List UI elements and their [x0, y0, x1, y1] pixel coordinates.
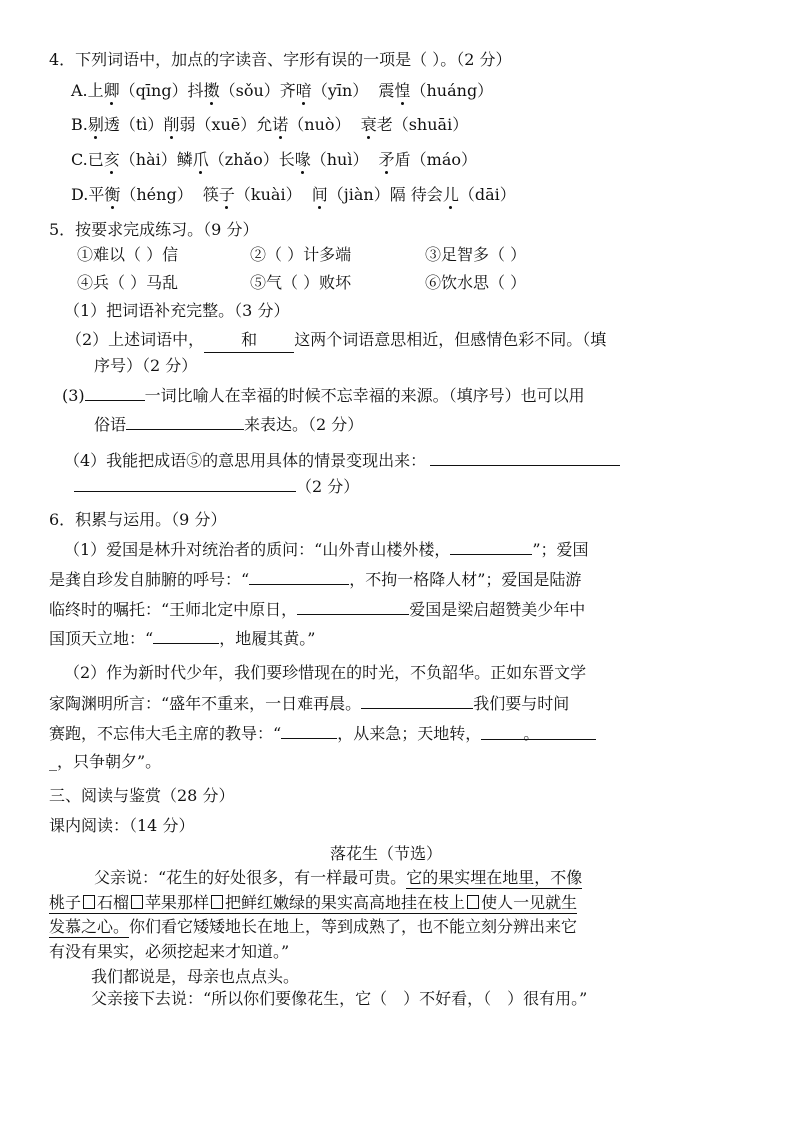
- q4-option-c[interactable]: C.已亥（hài）鳞爪（zhǎo）长喙（huì） 矛盾（máo）: [71, 150, 478, 169]
- q4-option-b[interactable]: B.剔透（tì）削弱（xuē）允诺（nuò） 衰老（shuāi）: [71, 115, 469, 134]
- dotted-char: 剔: [87, 115, 104, 134]
- dotted-char: 诺: [272, 115, 289, 134]
- q6-p1-line2: 是龚自珍发自肺腑的呼号：“ ，不拘一格降人材”；爱国是陆游: [49, 570, 582, 589]
- passage-line-4: 有没有果实，必须挖起来才知道。”: [49, 942, 290, 961]
- passage-line-1: 父亲说：“花生的好处很多，有一样最可贵。它的果实埋在地里，不像: [94, 868, 583, 887]
- passage-title: 落花生（节选）: [330, 844, 443, 863]
- q4-option-a[interactable]: A.上卿（qīng）抖擞（sǒu）齐喑（yīn） 震惶（huáng）: [71, 81, 494, 100]
- answer-blank[interactable]: 和: [204, 329, 294, 353]
- idiom-item: ④兵（ ）马乱: [77, 273, 179, 292]
- q5-sub-2: （2）上述词语中， 和 这两个词语意思相近，但感情色彩不同。（填: [66, 329, 606, 353]
- answer-blank[interactable]: [297, 598, 409, 615]
- q4-option-d[interactable]: D.平衡（héng） 筷子（kuài） 间（jiàn）隔 待会儿（dāi）: [71, 185, 516, 204]
- underlined-sentence: 发慕之心。: [49, 917, 130, 936]
- answer-blank[interactable]: [450, 538, 532, 555]
- answer-blank[interactable]: [430, 449, 620, 466]
- dotted-char: 喑: [295, 81, 312, 100]
- answer-blank[interactable]: [126, 413, 244, 430]
- section-subtitle: 课内阅读：（14 分）: [49, 816, 195, 835]
- answer-blank[interactable]: [74, 475, 296, 492]
- q5-sub-3-cont: 俗语 来表达。（2 分）: [94, 415, 364, 434]
- answer-blank[interactable]: [249, 568, 349, 585]
- answer-blank[interactable]: [281, 722, 337, 739]
- passage-line-3: 发慕之心。你们看它矮矮地长在地上，等到成熟了，也不能立刻分辨出来它: [49, 917, 578, 936]
- dotted-char: 矛: [378, 150, 395, 169]
- dotted-char: 削: [163, 115, 180, 134]
- q5-sub-3: (3) 一词比喻人在幸福的时候不忘幸福的来源。（填序号）也可以用: [62, 386, 585, 405]
- passage-line-2: [49, 892, 577, 914]
- dotted-char: 儿: [442, 185, 459, 204]
- q5-sub-1: （1）把词语补充完整。（3 分）: [64, 301, 290, 320]
- dotted-char: 擞: [203, 81, 220, 100]
- q5-sub-2-cont: 序号）（2 分）: [94, 356, 198, 375]
- underlined-sentence: 它的果实埋在地里，不像: [406, 868, 583, 887]
- passage-line-6: 父亲接下去说：“所以你们要像花生，它（ ）不好看，（ ）很有用。”: [91, 989, 588, 1008]
- punctuation-box[interactable]: [211, 895, 223, 909]
- punctuation-box[interactable]: [467, 895, 479, 909]
- dotted-char: 子: [218, 185, 235, 204]
- q6-p1-line4: 国顶天立地：“ ，地履其黄。”: [49, 629, 316, 648]
- q5-sub-4: （4）我能把成语⑤的意思用具体的情景变现出来：: [64, 449, 620, 472]
- section-title: 三、阅读与鉴赏（28 分）: [49, 786, 235, 805]
- q6-p2-line2: 家陶渊明所言：“盛年不重来，一日难再晨。 我们要与时间: [49, 694, 570, 713]
- q6-p2-line3: 赛跑，不忘伟大毛主席的教导：“ ，从来急；天地转， 。: [49, 722, 596, 745]
- answer-blank[interactable]: [85, 384, 145, 401]
- q6-p2-line1: （2）作为新时代少年，我们要珍惜现在的时光，不负韶华。正如东晋文学: [64, 663, 587, 682]
- q6-p2-line4: _，只争朝夕”。: [49, 752, 162, 771]
- dotted-char: 间: [311, 185, 328, 204]
- punctuation-box[interactable]: [83, 895, 95, 909]
- dotted-char: 爪: [192, 150, 209, 169]
- dotted-char: 亥: [103, 150, 120, 169]
- answer-blank[interactable]: [153, 627, 219, 644]
- answer-blank[interactable]: 。: [481, 723, 596, 740]
- dotted-char: 惶: [394, 81, 411, 100]
- idiom-item: ⑥饮水思（ ）: [425, 273, 527, 292]
- dotted-char: 衡: [104, 185, 121, 204]
- q5-sub-4-cont: （2 分）: [74, 475, 359, 498]
- idiom-item: ①难以（ ）信: [77, 245, 179, 264]
- passage-line-5: 我们都说是，母亲也点点头。: [91, 967, 300, 986]
- dotted-char: 衰: [360, 115, 377, 134]
- q6-stem: 6．积累与运用。（9 分）: [49, 510, 227, 529]
- answer-blank[interactable]: [361, 692, 473, 709]
- dotted-char: 卿: [103, 81, 120, 100]
- q6-p1-line1: （1）爱国是林升对统治者的质问：“山外青山楼外楼， ”；爱国: [64, 540, 589, 559]
- idiom-item: ⑤气（ ）败坏: [250, 273, 352, 292]
- punctuation-box[interactable]: [131, 895, 143, 909]
- q4-stem: 4．下列词语中，加点的字读音、字形有误的一项是（ ）。（2 分）: [49, 50, 512, 69]
- q6-p1-line3: 临终时的嘱托：“王师北定中原日， 爱国是梁启超赞美少年中: [49, 600, 586, 619]
- idiom-item: ②（ ）计多端: [250, 245, 352, 264]
- underlined-sentence: 桃子 石榴 苹果那样 把鲜红嫩绿的果实高高地挂在枝上 使人一见就生: [49, 893, 578, 912]
- q5-stem: 5．按要求完成练习。（9 分）: [49, 220, 259, 239]
- dotted-char: 喙: [294, 150, 311, 169]
- idiom-item: ③足智多（ ）: [425, 245, 527, 264]
